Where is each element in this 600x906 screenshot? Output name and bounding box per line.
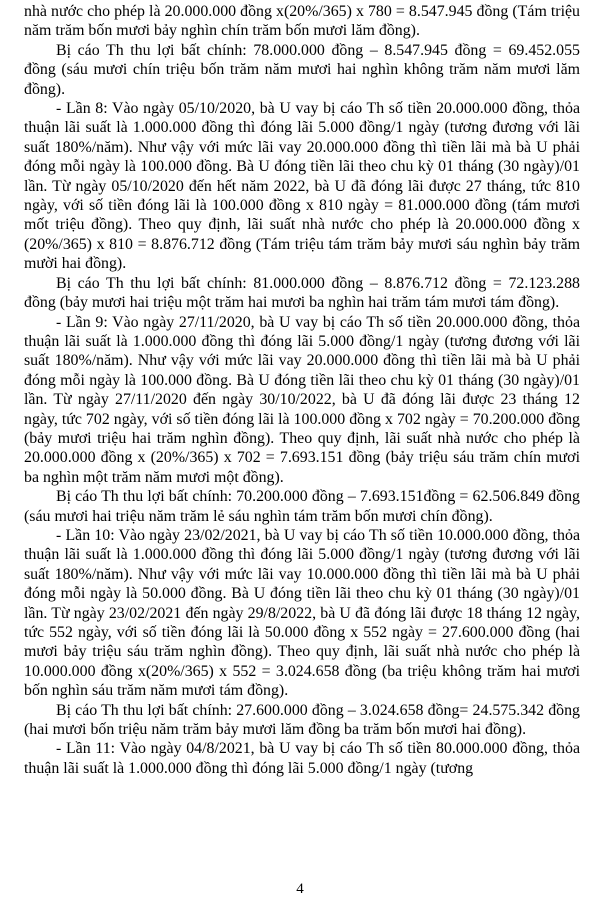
paragraph-loan-9: - Lần 9: Vào ngày 27/11/2020, bà U vay bị cáo Th số tiền 20.000.000 đồng, thỏa thuận lãi suất là 1.000.000 đồng thì đóng lãi 5.000 đồng/1 ngày (tương đương với lãi suất 180%/năm). Như vậy với mức lãi vay 20.000.000 đồng thì tiền lãi mà bà U phải đóng mỗi ngày là 100.000 đồng. Bà U đóng tiền lãi theo chu kỳ 01 tháng (30 ngày)/01 lần. Từ ngày 27/11/2020 đến ngày 30/10/2022, bà U đã đóng lãi được 23 tháng 12 ngày, tức 702 ngày, với số tiền đóng lãi là 100.000 đồng x 702 ngày = 70.200.000 đồng (bảy mươi triệu hai trăm nghìn đồng). Theo quy định, lãi suất nhà nước cho phép là 20.000.000 đồng x (20%/365) x 702 = 7.693.151 đồng (bảy triệu sáu trăm chín mươi ba nghìn một trăm năm mươi một đồng). [24, 313, 580, 486]
paragraph-profit-loan-9: Bị cáo Th thu lợi bất chính: 70.200.000 đồng – 7.693.151đồng = 62.506.849 đồng (sáu mươi hai triệu năm trăm lẻ sáu nghìn tám trăm bốn mươi chín đồng). [24, 488, 580, 525]
paragraph-continuation: nhà nước cho phép là 20.000.000 đồng x(20%/365) x 780 = 8.547.945 đồng (Tám triệu năm trăm bốn mươi bảy nghìn chín trăm bốn mươi lăm đồng). [24, 3, 580, 40]
paragraph-loan-8: - Lần 8: Vào ngày 05/10/2020, bà U vay bị cáo Th số tiền 20.000.000 đồng, thỏa thuận lãi suất là 1.000.000 đồng thì đóng lãi 5.000 đồng/1 ngày (tương đương với lãi suất 180%/năm). Như vậy với mức lãi vay 20.000.000 đồng thì tiền lãi mà bà U phải đóng mỗi ngày là 100.000 đồng. Bà U đóng tiền lãi theo chu kỳ 01 tháng (30 ngày)/01 lần. Từ ngày 05/10/2020 đến hết năm 2022, bà U đã đóng lãi được 27 tháng, tức 810 ngày, với số tiền đóng lãi là 100.000 đồng x 810 ngày = 81.000.000 đồng (tám mươi mốt triệu đồng). Theo quy định, lãi suất nhà nước cho phép là 20.000.000 đồng x (20%/365) x 810 = 8.876.712 đồng (Tám triệu tám trăm bảy mươi sáu nghìn bảy trăm mười hai đồng). [24, 100, 580, 273]
paragraph-loan-10: - Lần 10: Vào ngày 23/02/2021, bà U vay bị cáo Th số tiền 10.000.000 đồng, thỏa thuận lãi suất là 1.000.000 đồng thì đóng lãi 5.000 đồng/1 ngày (tương đương với lãi suất 180%/năm). Như vậy với mức lãi vay 10.000.000 đồng thì tiền lãi mà bà U phải đóng mỗi ngày là 50.000 đồng. Bà U đóng tiền lãi theo chu kỳ 01 tháng (30 ngày)/01 lần. Từ ngày 23/02/2021 đến ngày 29/8/2022, bà U đã đóng lãi được 18 tháng 12 ngày, tức 552 ngày, với số tiền đóng lãi là 50.000 đồng x 552 ngày = 27.600.000 đồng (hai mươi bảy triệu sáu trăm nghìn đồng). Theo quy định, lãi suất nhà nước cho phép là 10.000.000 đồng x(20%/365) x 552 = 3.024.658 đồng (ba triệu không trăm hai mươi bốn nghìn sáu trăm năm mươi tám đồng). [24, 526, 580, 700]
document-body [24, 2, 580, 778]
paragraph-loan-11: - Lần 11: Vào ngày 04/8/2021, bà U vay bị cáo Th số tiền 80.000.000 đồng, thỏa thuận lãi suất là 1.000.000 đồng thì đóng lãi 5.000 đồng/1 ngày (tương [24, 740, 580, 777]
paragraph-profit-loan-8: Bị cáo Th thu lợi bất chính: 81.000.000 đồng – 8.876.712 đồng = 72.123.288 đồng (bảy mươi hai triệu một trăm hai mươi ba nghìn hai trăm tám mươi tám đồng). [24, 274, 580, 312]
page-number: 4 [296, 881, 304, 897]
paragraph-profit-loan-7: Bị cáo Th thu lợi bất chính: 78.000.000 đồng – 8.547.945 đồng = 69.452.055 đồng (sáu mươi chín triệu bốn trăm năm mươi hai nghìn không trăm năm mươi lăm đồng). [24, 41, 580, 98]
paragraph-profit-loan-10: Bị cáo Th thu lợi bất chính: 27.600.000 đồng – 3.024.658 đồng= 24.575.342 đồng (hai mươi bốn triệu năm trăm bảy mươi lăm đồng ba trăm bốn mươi hai đồng). [24, 701, 580, 739]
